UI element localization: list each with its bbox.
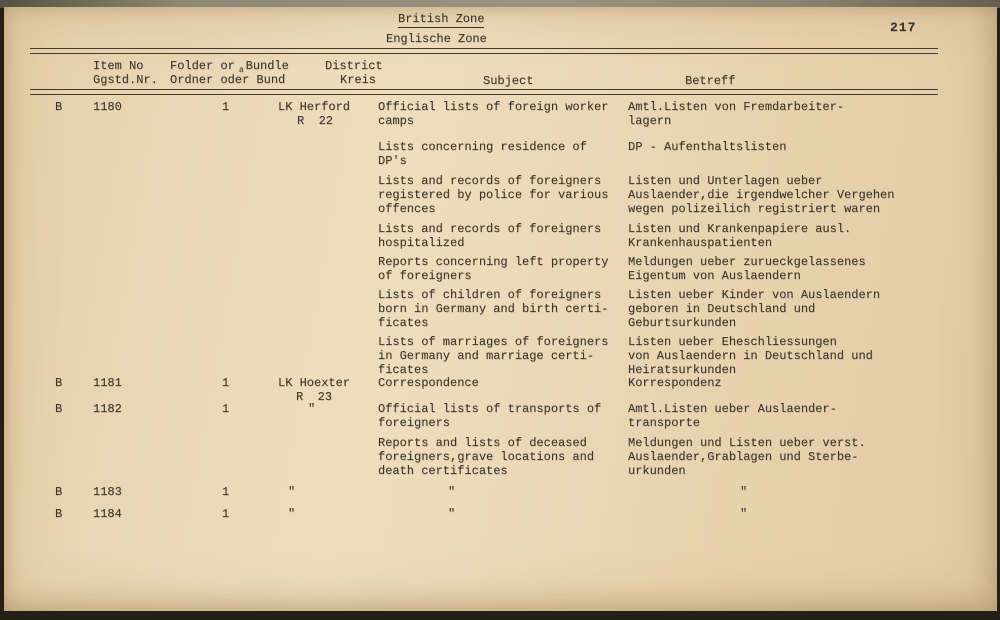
col-header-folder-line1 [170, 60, 289, 74]
subject-line: offences [378, 202, 436, 216]
betreff-line: Krankenhauspatienten [628, 236, 773, 250]
divider-line-top [30, 48, 938, 54]
col-header-betreff: Betreff [685, 74, 736, 88]
subject-line: foreigners,grave locations and [378, 450, 595, 464]
cell-prefix: B [55, 507, 63, 521]
betreff-line: Listen und Unterlagen ueber [628, 174, 823, 188]
betreff-line: geboren in Deutschland und [628, 302, 816, 316]
col-header-district-line2: Kreis [340, 73, 377, 87]
cell-item-no: 1183 [93, 485, 122, 499]
col-header-subject: Subject [483, 74, 534, 88]
subject-line: Correspondence [378, 376, 479, 390]
betreff-line: Eigentum von Auslaendern [628, 269, 801, 283]
cell-district-line: R 22 [297, 114, 334, 128]
cell-folder: 1 [222, 507, 230, 521]
betreff-line: Amtl.Listen ueber Auslaender- [628, 402, 837, 416]
col-header-folder-smallchar: a [238, 66, 244, 75]
col-header-folder-post: Bundle [245, 59, 289, 73]
cell-folder: 1 [222, 485, 230, 499]
cell-folder: 1 [222, 376, 230, 390]
subject-line: death certificates [378, 464, 508, 478]
betreff-line: von Auslaendern in Deutschland und [628, 349, 873, 363]
subject-line: in Germany and marriage certi- [378, 349, 595, 363]
cell-prefix: B [55, 402, 63, 416]
cell-district-line: R 23 [296, 390, 333, 404]
betreff-line: lagern [628, 114, 672, 128]
subject-line: Official lists of transports of [378, 402, 602, 416]
subject-line: Lists concerning residence of [378, 140, 587, 154]
cell-folder: 1 [222, 402, 230, 416]
ditto-mark-district: " [288, 485, 296, 499]
subject-line: Lists and records of foreigners [378, 222, 602, 236]
ditto-mark-betreff: " [740, 485, 748, 499]
betreff-line: Listen und Krankenpapiere ausl. [628, 222, 852, 236]
col-header-folder-line2: Ordner oder Bund [170, 73, 286, 87]
betreff-line: wegen polizeilich registriert waren [628, 202, 881, 216]
betreff-line: Listen ueber Kinder von Auslaendern [628, 288, 881, 302]
subject-line: ficates [378, 316, 429, 330]
subject-line: camps [378, 114, 415, 128]
col-header-folder-pre: Folder or [170, 59, 235, 73]
ditto-mark-subject: " [448, 507, 456, 521]
cell-prefix: B [55, 100, 63, 114]
ditto-mark-district: " [288, 507, 296, 521]
subject-line: hospitalized [378, 236, 465, 250]
cell-item-no: 1180 [93, 100, 122, 114]
ditto-mark-district: " [308, 402, 316, 416]
betreff-line: Heiratsurkunden [628, 363, 737, 377]
ditto-mark-subject: " [448, 485, 456, 499]
subject-line: DP's [378, 154, 407, 168]
doc-title-german: Englische Zone [386, 32, 487, 46]
ditto-mark-betreff: " [740, 507, 748, 521]
betreff-line: DP - Aufenthaltslisten [628, 140, 787, 154]
betreff-line: Meldungen ueber zurueckgelassenes [628, 255, 866, 269]
doc-title-english-text: British Zone [398, 12, 485, 26]
subject-line: ficates [378, 363, 429, 377]
col-header-item-line1: Item No [93, 59, 144, 73]
betreff-line: Auslaender,Grablagen und Sterbe- [628, 450, 859, 464]
betreff-line: Amtl.Listen von Fremdarbeiter- [628, 100, 845, 114]
betreff-line: transporte [628, 416, 701, 430]
subject-line: Lists of children of foreigners [378, 288, 602, 302]
subject-line: of foreigners [378, 269, 472, 283]
subject-line: Reports concerning left property [378, 255, 609, 269]
subject-line: born in Germany and birth certi- [378, 302, 609, 316]
betreff-line: Meldungen und Listen ueber verst. [628, 436, 866, 450]
subject-line: Reports and lists of deceased [378, 436, 587, 450]
subject-line: foreigners [378, 416, 451, 430]
doc-title-english [398, 13, 484, 26]
cell-district-line: LK Hoexter [278, 376, 351, 390]
betreff-line: Geburtsurkunden [628, 316, 737, 330]
page-number: 217 [890, 20, 917, 35]
cell-item-no: 1182 [93, 402, 122, 416]
cell-prefix: B [55, 485, 63, 499]
betreff-line: Listen ueber Eheschliessungen [628, 335, 837, 349]
betreff-line: urkunden [628, 464, 686, 478]
cell-item-no: 1184 [93, 507, 122, 521]
cell-item-no: 1181 [93, 376, 122, 390]
cell-prefix: B [55, 376, 63, 390]
subject-line: Lists and records of foreigners [378, 174, 602, 188]
cell-folder: 1 [222, 100, 230, 114]
divider-line-header [30, 89, 938, 95]
cell-district-line: LK Herford [278, 100, 351, 114]
betreff-line: Korrespondenz [628, 376, 722, 390]
subject-line: Lists of marriages of foreigners [378, 335, 609, 349]
col-header-item-line2: Ggstd.Nr. [93, 73, 158, 87]
subject-line: registered by police for various [378, 188, 609, 202]
subject-line: Official lists of foreign worker [378, 100, 609, 114]
betreff-line: Auslaender,die irgendwelcher Vergehen [628, 188, 895, 202]
col-header-district-line1: District [325, 59, 383, 73]
